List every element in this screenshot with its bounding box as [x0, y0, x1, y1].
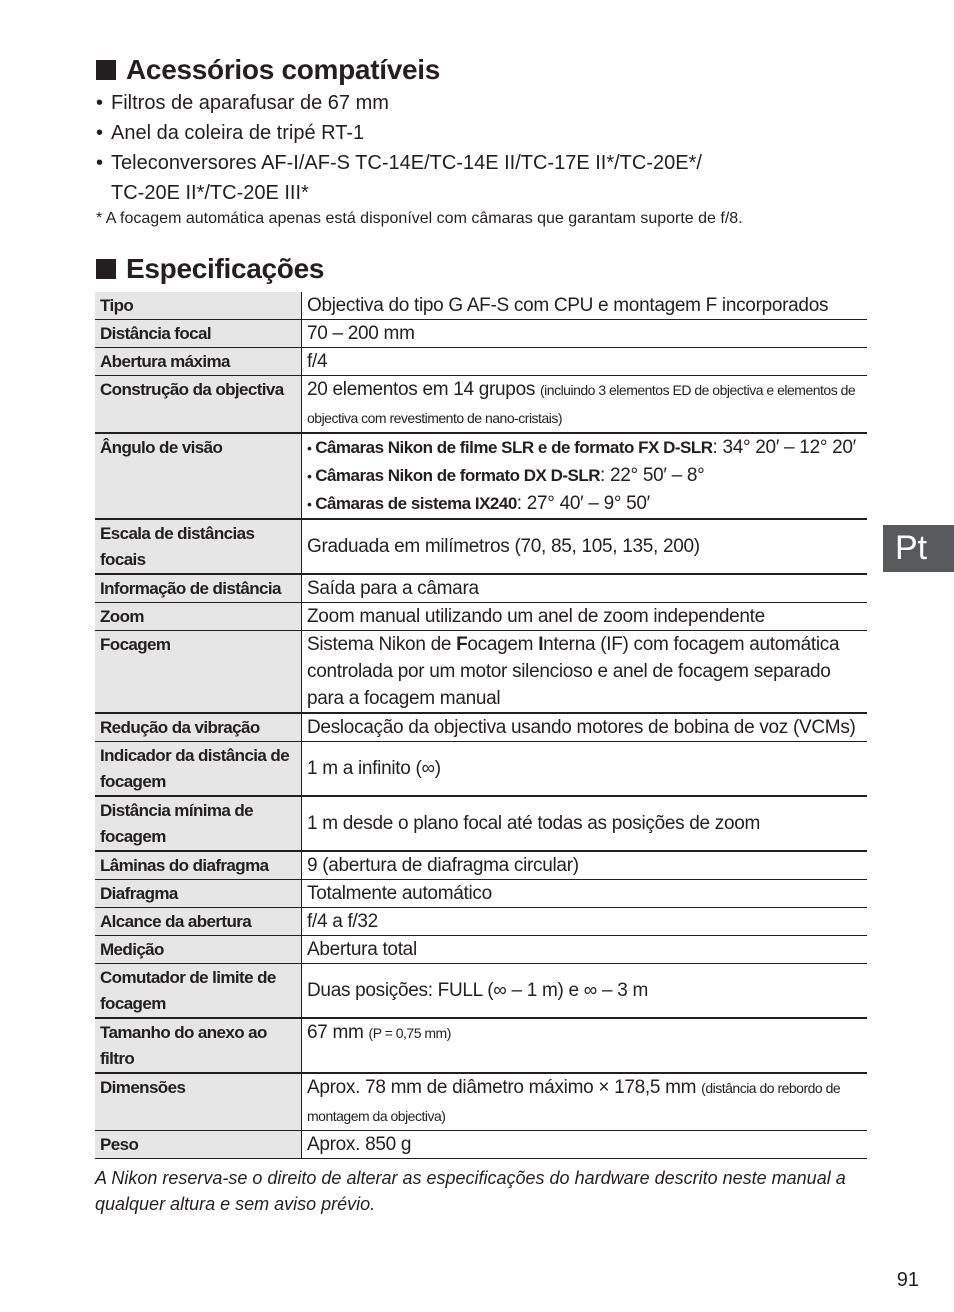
spec-value — [302, 603, 868, 631]
text-segment: (distância do rebordo de montagem da objectiva) — [307, 1080, 841, 1124]
spec-label: Redução da vibração — [95, 713, 302, 742]
spec-value — [302, 574, 868, 603]
text-segment: (incluindo 3 elementos ED de objectiva e elementos de objectiva com revestimento de nano-cristais) — [307, 382, 856, 426]
text-segment: 1 m a infinito (∞) — [307, 758, 441, 779]
specs-table — [95, 292, 867, 1159]
text-segment: F — [456, 634, 468, 655]
text-segment: ocagem — [467, 634, 539, 655]
spec-bullet: • Câmaras Nikon de formato DX D-SLR: 22° 50′ – 8° — [307, 465, 705, 486]
square-bullet-icon — [96, 60, 116, 80]
spec-value — [302, 376, 868, 434]
spec-row — [95, 292, 867, 320]
spec-row — [95, 603, 867, 631]
spec-label: Informação de distância — [95, 574, 302, 603]
spec-label: Peso — [95, 1131, 302, 1159]
spec-label: Escala de distâncias focais — [95, 519, 302, 574]
text-segment: Objectiva do tipo G AF-S com CPU e montagem F incorporados — [307, 295, 829, 316]
spec-label: Medição — [95, 936, 302, 964]
spec-value — [302, 320, 868, 348]
accessories-heading — [96, 54, 440, 86]
text-segment: Graduada em milímetros (70, 85, 105, 135, 200) — [307, 536, 700, 557]
spec-label: Indicador da distância de focagem — [95, 742, 302, 797]
specs-title: Especificações — [126, 253, 325, 284]
spec-value — [302, 936, 868, 964]
square-bullet-icon — [96, 259, 116, 279]
text-segment: 9 (abertura de diafragma circular) — [307, 855, 579, 876]
accessory-item: • Anel da coleira de tripé RT-1 — [96, 122, 365, 144]
spec-label: Distância mínima de focagem — [95, 796, 302, 851]
text-segment: f/4 — [307, 351, 328, 372]
spec-row — [95, 1073, 867, 1131]
accessories-title: Acessórios compatíveis — [126, 54, 440, 85]
spec-value — [302, 631, 868, 714]
spec-label: Diafragma — [95, 880, 302, 908]
spec-value — [302, 1018, 868, 1073]
text-segment: 20 elementos em 14 grupos — [307, 379, 541, 400]
page-number: 91 — [896, 1269, 919, 1291]
text-segment: Aprox. 78 mm de diâmetro máximo × 178,5 mm — [307, 1077, 702, 1098]
spec-row — [95, 796, 867, 851]
spec-row — [95, 713, 867, 742]
text-segment: Abertura total — [307, 939, 417, 960]
spec-row — [95, 376, 867, 434]
text-segment: I — [538, 634, 544, 655]
spec-row — [95, 742, 867, 797]
text-segment: Câmaras Nikon de filme SLR e de formato FX D-SLR — [315, 438, 713, 457]
spec-row — [95, 1018, 867, 1073]
spec-label: Abertura máxima — [95, 348, 302, 376]
spec-value — [302, 1131, 868, 1159]
spec-label: Focagem — [95, 631, 302, 714]
spec-row — [95, 851, 867, 880]
spec-label: Comutador de limite de focagem — [95, 964, 302, 1019]
spec-value — [302, 796, 868, 851]
text-segment: Câmaras de sistema IX240 — [315, 494, 517, 513]
spec-value — [302, 292, 868, 320]
spec-label: Tipo — [95, 292, 302, 320]
text-segment: : 34° 20′ – 12° 20′ — [712, 437, 856, 458]
spec-value — [302, 1073, 868, 1131]
text-segment: Aprox. 850 g — [307, 1134, 412, 1155]
spec-row — [95, 631, 867, 714]
language-tab: Pt — [883, 525, 954, 572]
spec-row — [95, 320, 867, 348]
accessory-item: • Teleconversores AF-I/AF-S TC-14E/TC-14E II/TC-17E II*/TC-20E*/ — [96, 152, 702, 174]
accessories-footnote: * A focagem automática apenas está disponível com câmaras que garantam suporte de f/8. — [96, 210, 743, 227]
text-segment: : 22° 50′ – 8° — [600, 465, 705, 486]
text-segment: Zoom manual utilizando um anel de zoom independente — [307, 606, 765, 627]
accessory-item: • Filtros de aparafusar de 67 mm — [96, 92, 389, 114]
spec-value — [302, 348, 868, 376]
text-segment: f/4 a f/32 — [307, 911, 378, 932]
text-segment: Deslocação da objectiva usando motores de bobina de voz (VCMs) — [307, 717, 856, 738]
text-segment: 1 m desde o plano focal até todas as posições de zoom — [307, 813, 761, 834]
spec-row — [95, 1131, 867, 1159]
text-segment: Duas posições: FULL (∞ – 1 m) e ∞ – 3 m — [307, 980, 648, 1001]
text-segment: 70 – 200 mm — [307, 323, 415, 344]
spec-label: Lâminas do diafragma — [95, 851, 302, 880]
spec-row — [95, 519, 867, 574]
spec-value — [302, 433, 868, 519]
spec-row — [95, 348, 867, 376]
specs-heading — [96, 253, 324, 285]
spec-label: Distância focal — [95, 320, 302, 348]
spec-row — [95, 433, 867, 519]
accessory-item-continued: TC-20E II*/TC-20E III* — [111, 182, 309, 204]
spec-label: Dimensões — [95, 1073, 302, 1131]
text-segment: : 27° 40′ – 9° 50′ — [516, 493, 650, 514]
spec-bullet: • Câmaras Nikon de filme SLR e de formato FX D-SLR: 34° 20′ – 12° 20′ — [307, 437, 856, 458]
spec-value — [302, 908, 868, 936]
spec-row — [95, 908, 867, 936]
spec-label: Tamanho do anexo ao filtro — [95, 1018, 302, 1073]
spec-value — [302, 851, 868, 880]
text-segment: (P = 0,75 mm) — [368, 1025, 451, 1041]
spec-label: Alcance da abertura — [95, 908, 302, 936]
text-segment: nterna (IF) com focagem automática controlada por um motor silencioso e anel de focagem separado para a focagem manual — [307, 634, 840, 709]
spec-bullet: • Câmaras de sistema IX240: 27° 40′ – 9° 50′ — [307, 493, 650, 514]
spec-row — [95, 574, 867, 603]
spec-value — [302, 713, 868, 742]
spec-row — [95, 964, 867, 1019]
text-segment: Câmaras Nikon de formato DX D-SLR — [315, 466, 601, 485]
text-segment: Sistema Nikon de — [307, 634, 457, 655]
text-segment: Saída para a câmara — [307, 578, 479, 599]
disclaimer: A Nikon reserva-se o direito de alterar as especificações do hardware descrito neste manual a qualquer altura e sem aviso prévio. — [95, 1168, 846, 1214]
spec-value — [302, 964, 868, 1019]
text-segment: 67 mm — [307, 1022, 369, 1043]
spec-value — [302, 880, 868, 908]
text-segment: Totalmente automático — [307, 883, 492, 904]
spec-label: Zoom — [95, 603, 302, 631]
spec-value — [302, 742, 868, 797]
spec-label: Construção da objectiva — [95, 376, 302, 434]
spec-row — [95, 936, 867, 964]
spec-label: Ângulo de visão — [95, 433, 302, 519]
spec-value — [302, 519, 868, 574]
spec-row — [95, 880, 867, 908]
